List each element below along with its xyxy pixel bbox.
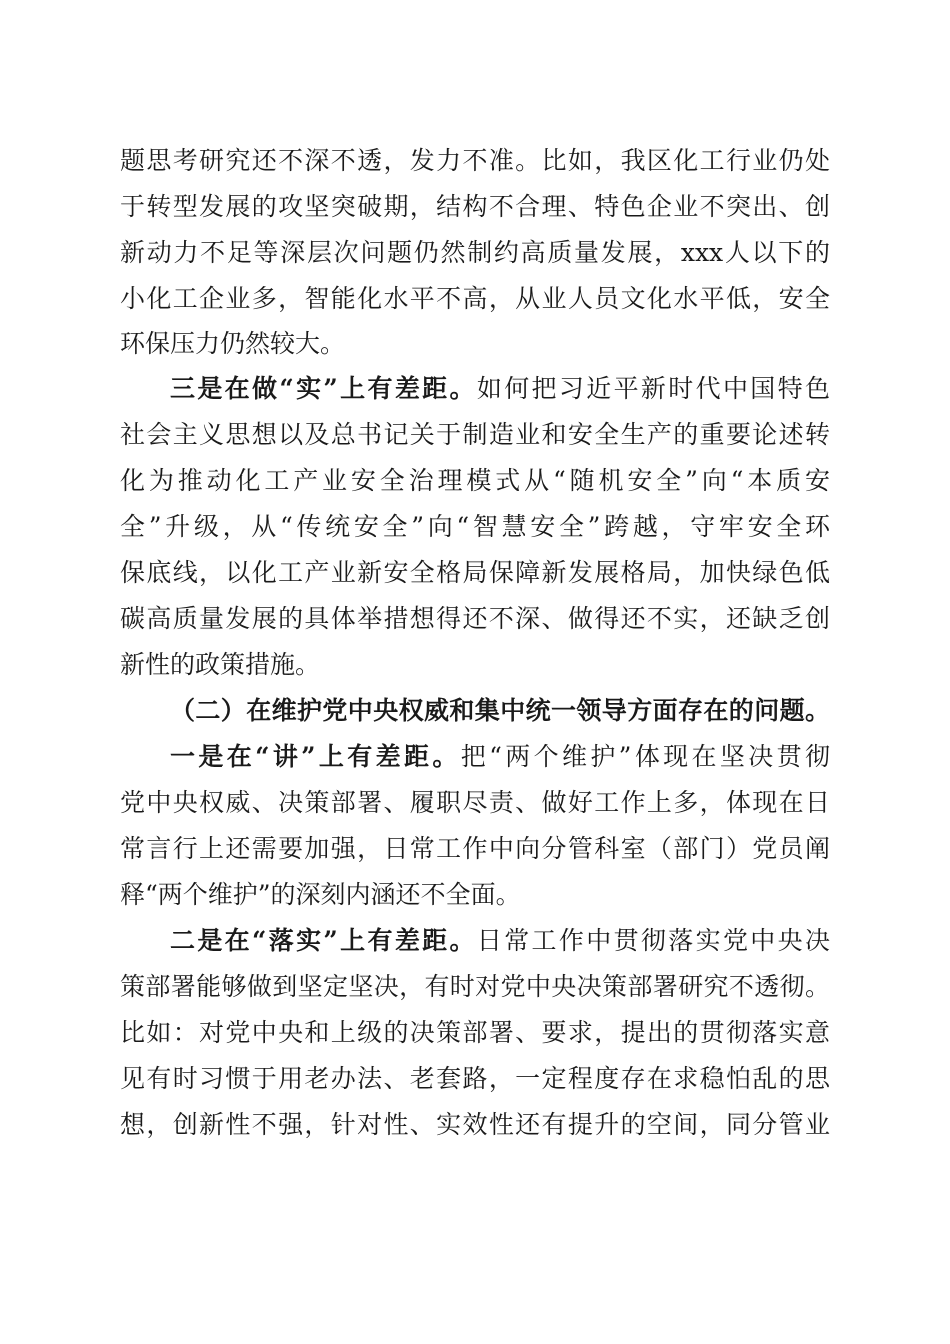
text-line: 想，创新性不强，针对性、实效性还有提升的空间，同分管业 bbox=[120, 1110, 830, 1139]
text-line: 见有时习惯于用老办法、老套路，一定程度存在求稳怕乱的思 bbox=[120, 1064, 830, 1093]
text-line: 化为推动化工产业安全治理模式从“随机安全”向“本质安 bbox=[120, 466, 830, 495]
paragraph-lead: 三是在做“实”上有差距。 bbox=[170, 374, 477, 403]
paragraph-lead-line bbox=[170, 919, 830, 963]
text-line: 于转型发展的攻坚突破期，结构不合理、特色企业不突出、创 bbox=[120, 192, 830, 221]
text-line: 新性的政策措施。 bbox=[120, 650, 321, 679]
text-line: 全”升级，从“传统安全”向“智慧安全”跨越，守牢安全环 bbox=[120, 512, 830, 541]
text-line: 比如：对党中央和上级的决策部署、要求，提出的贯彻落实意 bbox=[120, 1018, 830, 1047]
text-line: 社会主义思想以及总书记关于制造业和安全生产的重要论述转 bbox=[120, 420, 830, 449]
section-heading: （二）在维护党中央权威和集中统一领导方面存在的问题。 bbox=[170, 696, 830, 725]
text-line: 释“两个维护”的深刻内涵还不全面。 bbox=[120, 880, 521, 909]
paragraph-lead: 二是在“落实”上有差距。 bbox=[170, 926, 477, 955]
text-line: 碳高质量发展的具体举措想得还不深、做得还不实，还缺乏创 bbox=[120, 604, 830, 633]
text-line: 保底线，以化工产业新安全格局保障新发展格局，加快绿色低 bbox=[120, 558, 830, 587]
paragraph-lead-line bbox=[170, 735, 830, 779]
text-line: 环保压力仍然较大。 bbox=[120, 329, 346, 358]
text-line: 党中央权威、决策部署、履职尽责、做好工作上多，体现在日 bbox=[120, 788, 830, 817]
text-line: 常言行上还需要加强，日常工作中向分管科室（部门）党员阐 bbox=[120, 834, 830, 863]
paragraph-lead-line bbox=[170, 367, 830, 411]
paragraph-lead: 一是在“讲”上有差距。 bbox=[170, 742, 461, 771]
text-line: 新动力不足等深层次问题仍然制约高质量发展，xxx人以下的 bbox=[120, 238, 830, 267]
paragraph-text: 把“两个维护”体现在坚决贯彻 bbox=[460, 742, 830, 771]
text-line: 策部署能够做到坚定坚决，有时对党中央决策部署研究不透彻。 bbox=[120, 972, 830, 1001]
paragraph-text: 日常工作中贯彻落实党中央决 bbox=[476, 926, 830, 955]
paragraph-text: 如何把习近平新时代中国特色 bbox=[476, 374, 830, 403]
text-line: 题思考研究还不深不透，发力不准。比如，我区化工行业仍处 bbox=[120, 146, 830, 175]
text-line: 小化工企业多，智能化水平不高，从业人员文化水平低，安全 bbox=[120, 284, 830, 313]
